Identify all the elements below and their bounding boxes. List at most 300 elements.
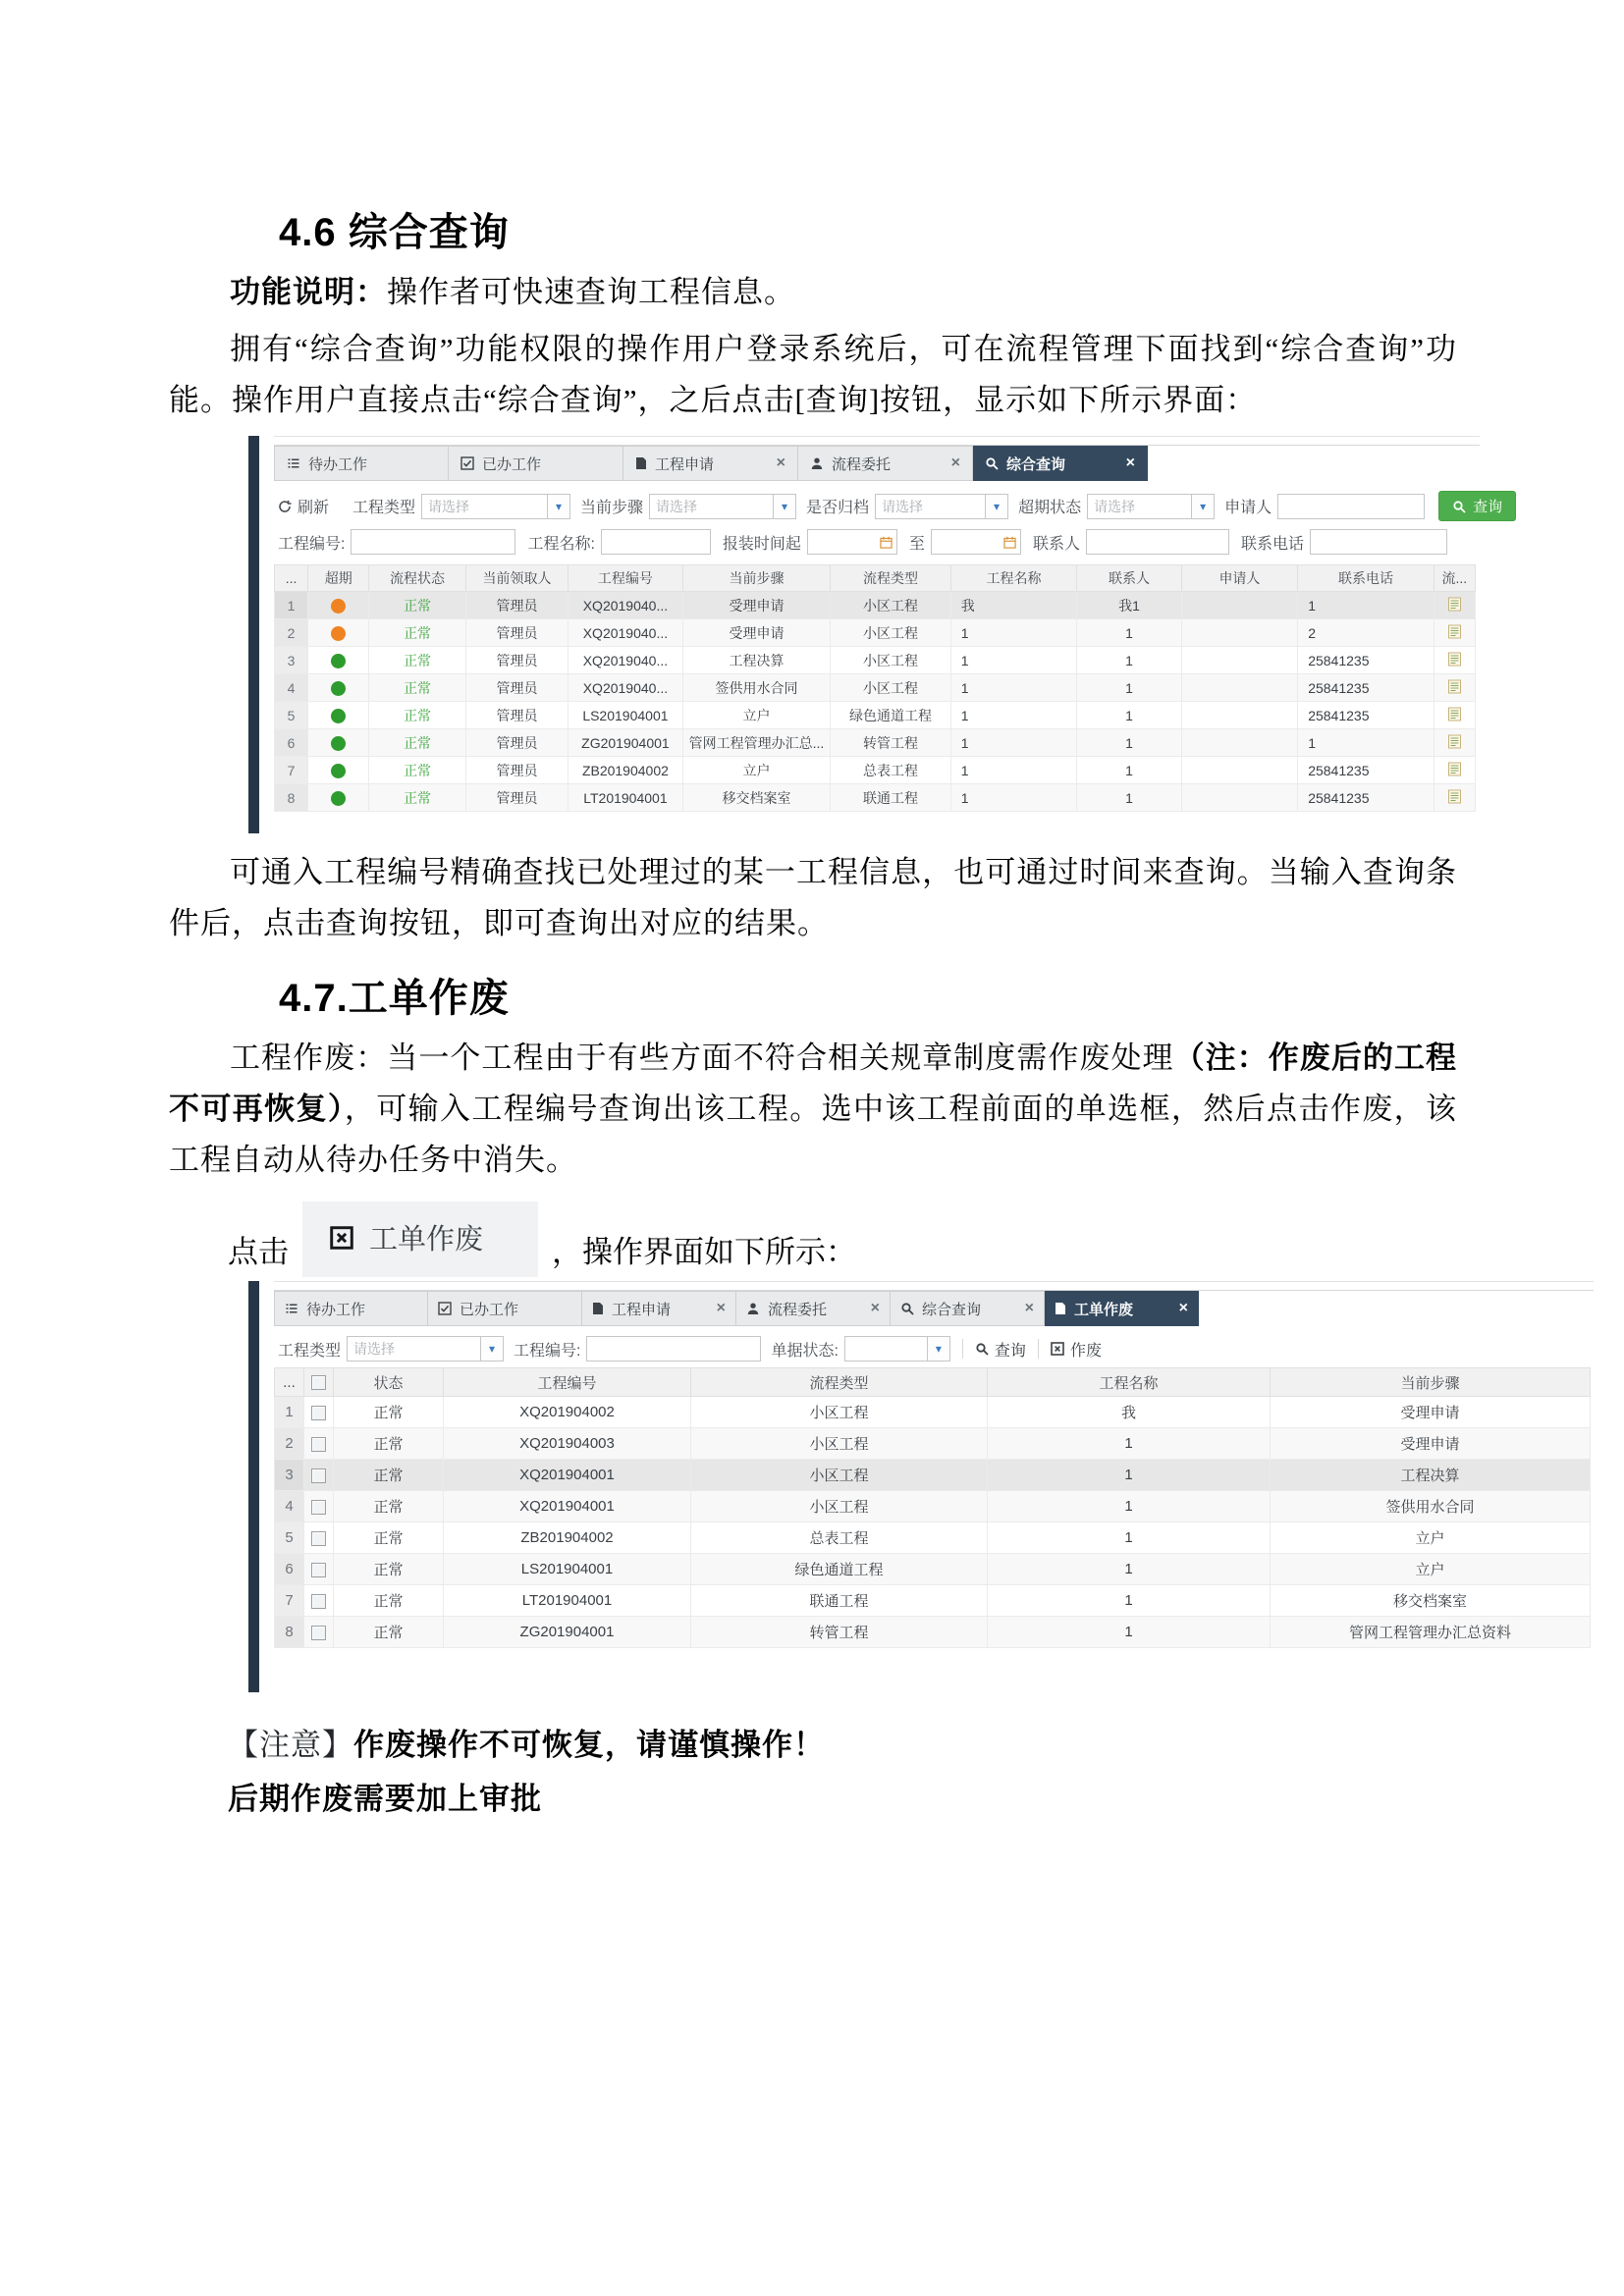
close-icon[interactable]: × xyxy=(776,454,785,471)
form-icon xyxy=(1447,734,1462,749)
status-dot xyxy=(331,654,346,668)
status-dot xyxy=(331,626,346,641)
flow-type-cell: 绿色通道工程 xyxy=(831,702,951,729)
contact-cell: 1 xyxy=(1077,729,1181,757)
overdue-status-select[interactable] xyxy=(1087,494,1215,519)
row-number: 5 xyxy=(275,1522,304,1554)
current-step-cell: 工程决算 xyxy=(682,647,831,674)
tab-0[interactable] xyxy=(274,1291,428,1326)
flow-type-cell: 转管工程 xyxy=(691,1617,988,1648)
click-prefix: 点击 xyxy=(228,1235,289,1269)
void-description-text-2: ，可输入工程编号查询出该工程。选中该工程前面的单选框，然后点击作废，该工程自动从待办任务中消失。 xyxy=(169,1092,1457,1177)
filter-group xyxy=(278,529,515,555)
receiver-cell: 管理员 xyxy=(465,619,568,647)
form-icon xyxy=(1447,762,1462,776)
checkbox-cell xyxy=(304,1554,334,1585)
doc-status-select[interactable] xyxy=(844,1336,950,1362)
table-row[interactable] xyxy=(275,1617,1591,1648)
current-step-cell: 立户 xyxy=(1271,1522,1591,1554)
chevron-down-icon: ▾ xyxy=(480,1337,503,1361)
column-header[interactable]: 当前领取人 xyxy=(465,565,568,592)
table-row[interactable] xyxy=(275,647,1476,674)
checkbox-cell xyxy=(304,1491,334,1522)
row-number: 4 xyxy=(275,674,308,702)
x-square-icon xyxy=(330,1226,353,1250)
filter-label: 是否归档 xyxy=(806,500,870,516)
form-icon xyxy=(1447,789,1462,804)
status-cell: 正常 xyxy=(334,1554,444,1585)
table-row[interactable] xyxy=(275,1397,1591,1428)
select-placeholder: 请选择 xyxy=(656,498,698,514)
filter-label: 工程编号: xyxy=(514,1342,581,1360)
file-icon xyxy=(592,1302,604,1315)
flow-doc-cell[interactable] xyxy=(1434,674,1475,702)
column-header[interactable]: 联系人 xyxy=(1077,565,1181,592)
row-number: 1 xyxy=(275,1397,304,1428)
tab-0[interactable] xyxy=(274,446,449,481)
filter-group xyxy=(278,1336,504,1362)
project-type-select[interactable] xyxy=(347,1336,504,1362)
row-number: 7 xyxy=(275,757,308,784)
table-row[interactable] xyxy=(275,1428,1591,1460)
column-header[interactable]: 超期 xyxy=(308,565,369,592)
row-checkbox[interactable] xyxy=(311,1563,326,1577)
search-button[interactable] xyxy=(975,1338,1026,1361)
current-step-cell: 受理申请 xyxy=(1271,1428,1591,1460)
x-square-small-icon xyxy=(1051,1342,1064,1356)
column-header[interactable]: 流程类型 xyxy=(831,565,951,592)
table-row[interactable] xyxy=(275,757,1476,784)
flow-type-cell: 小区工程 xyxy=(691,1491,988,1522)
search-button[interactable] xyxy=(1438,491,1516,521)
flow-type-cell: 小区工程 xyxy=(831,619,951,647)
column-header[interactable]: ... xyxy=(275,565,308,592)
project-code-cell: ZB201904002 xyxy=(568,757,682,784)
project-name-input[interactable] xyxy=(601,529,711,555)
check-square-icon xyxy=(438,1302,452,1315)
current-step-cell: 管网工程管理办汇总资料 xyxy=(1271,1617,1591,1648)
column-header[interactable]: 联系电话 xyxy=(1298,565,1435,592)
chevron-down-icon: ▾ xyxy=(985,495,1007,518)
file-icon xyxy=(635,456,647,470)
filter-group xyxy=(1033,529,1229,555)
phone-cell: 1 xyxy=(1298,729,1435,757)
tab-label: 工程申请 xyxy=(612,1301,672,1318)
row-number: 6 xyxy=(275,729,308,757)
install-date-from-input[interactable] xyxy=(807,529,897,555)
column-header[interactable]: 工程编号 xyxy=(568,565,682,592)
checkbox-cell xyxy=(304,1460,334,1491)
divider xyxy=(1038,1339,1039,1359)
select-all-header[interactable] xyxy=(304,1368,334,1397)
flow-status-cell: 正常 xyxy=(369,757,465,784)
void-description-text: 工程作废：当一个工程由于有些方面不符合相关规章制度需作废处理 xyxy=(230,1041,1174,1075)
project-type-select[interactable] xyxy=(421,494,570,519)
project-code-cell: ZG201904001 xyxy=(568,729,682,757)
filter-group xyxy=(1018,494,1215,519)
project-name-cell: 1 xyxy=(988,1554,1271,1585)
row-number: 5 xyxy=(275,702,308,729)
applicant-input[interactable] xyxy=(1277,494,1425,519)
table-row[interactable] xyxy=(275,729,1476,757)
column-header[interactable]: 流... xyxy=(1434,565,1475,592)
refresh-label: 刷新 xyxy=(298,500,330,516)
tab-label: 流程委托 xyxy=(832,455,892,473)
search-icon xyxy=(985,456,999,470)
status-cell: 正常 xyxy=(334,1585,444,1617)
table-row[interactable] xyxy=(275,1460,1591,1491)
column-header[interactable]: 状态 xyxy=(334,1368,444,1397)
phone-cell: 25841235 xyxy=(1298,674,1435,702)
project-code-cell: XQ2019040... xyxy=(568,674,682,702)
applicant-cell xyxy=(1181,729,1297,757)
overdue-dot-cell xyxy=(308,757,369,784)
row-checkbox[interactable] xyxy=(311,1437,326,1452)
refresh-button[interactable] xyxy=(278,495,329,517)
column-header[interactable]: 当前步骤 xyxy=(682,565,831,592)
checkbox-cell xyxy=(304,1428,334,1460)
filter-group xyxy=(909,529,1021,555)
current-step-select[interactable] xyxy=(649,494,796,519)
tab-4[interactable] xyxy=(973,446,1148,481)
warning-note-1 xyxy=(228,1718,1457,1772)
project-name-cell: 1 xyxy=(988,1522,1271,1554)
note-tag: 【注意】 xyxy=(228,1728,353,1762)
table-row[interactable] xyxy=(275,1554,1591,1585)
form-icon xyxy=(1447,597,1462,612)
tab-label: 已办工作 xyxy=(460,1301,519,1318)
flow-status-cell: 正常 xyxy=(369,729,465,757)
chevron-down-icon: ▾ xyxy=(1191,495,1214,518)
overdue-dot-cell xyxy=(308,674,369,702)
overdue-dot-cell xyxy=(308,784,369,812)
project-code-cell: XQ2019040... xyxy=(568,592,682,619)
tab-1[interactable] xyxy=(449,446,623,481)
tab-1[interactable] xyxy=(428,1291,582,1326)
applicant-label: 申请人 xyxy=(1224,500,1272,516)
filter-group xyxy=(1241,529,1447,555)
status-cell: 正常 xyxy=(334,1522,444,1554)
receiver-cell: 管理员 xyxy=(465,757,568,784)
current-step-cell: 立户 xyxy=(682,702,831,729)
tab-5[interactable] xyxy=(1045,1291,1199,1326)
filter-toolbar xyxy=(274,481,1503,525)
function-description-text: 操作者可快速查询工程信息。 xyxy=(387,275,795,309)
flow-type-cell: 小区工程 xyxy=(691,1460,988,1491)
void-order-button-label: 工单作废 xyxy=(369,1224,484,1255)
list-icon xyxy=(287,456,300,470)
overdue-dot-cell xyxy=(308,619,369,647)
section-4-6-paragraph: 拥有“综合查询”功能权限的操作用户登录系统后，可在流程管理下面找到“综合查询”功能。操作用户直接点击“综合查询”，之后点击[查询]按钮，显示如下所示界面： xyxy=(169,332,1457,417)
form-icon xyxy=(1447,624,1462,639)
select-placeholder: 请选择 xyxy=(882,498,924,514)
project-code-cell: LS201904001 xyxy=(444,1554,691,1585)
row-number: 8 xyxy=(275,1617,304,1648)
filter-toolbar xyxy=(274,1326,1594,1365)
flow-doc-cell[interactable] xyxy=(1434,729,1475,757)
column-header[interactable]: 工程名称 xyxy=(950,565,1077,592)
tab-label: 工程申请 xyxy=(655,455,715,473)
form-icon xyxy=(1447,707,1462,721)
status-dot xyxy=(331,791,346,806)
tab-3[interactable] xyxy=(798,446,973,481)
flow-status-cell: 正常 xyxy=(369,647,465,674)
flow-type-cell: 小区工程 xyxy=(831,674,951,702)
row-checkbox[interactable] xyxy=(311,1500,326,1515)
row-checkbox[interactable] xyxy=(311,1406,326,1420)
row-number: 7 xyxy=(275,1585,304,1617)
status-dot xyxy=(331,599,346,614)
flow-doc-cell[interactable] xyxy=(1434,784,1475,812)
flow-status-cell: 正常 xyxy=(369,619,465,647)
filter-label: 联系人 xyxy=(1032,535,1080,553)
row-number: 6 xyxy=(275,1554,304,1585)
function-description-label: 功能说明： xyxy=(230,275,387,309)
sidebar-edge xyxy=(248,436,259,833)
flow-status-cell: 正常 xyxy=(369,702,465,729)
person-icon xyxy=(810,456,824,470)
overdue-dot-cell xyxy=(308,702,369,729)
contact-cell: 我1 xyxy=(1077,592,1181,619)
filter-label: 至 xyxy=(908,535,925,553)
project-name-cell: 1 xyxy=(988,1585,1271,1617)
chevron-down-icon: ▾ xyxy=(927,1337,949,1361)
phone-cell: 25841235 xyxy=(1298,702,1435,729)
checkbox-cell xyxy=(304,1397,334,1428)
status-dot xyxy=(331,764,346,778)
filter-group xyxy=(723,529,897,555)
project-name-cell: 1 xyxy=(988,1491,1271,1522)
tab-3[interactable] xyxy=(736,1291,891,1326)
project-name-cell: 1 xyxy=(988,1617,1271,1648)
form-icon xyxy=(1447,679,1462,694)
status-cell: 正常 xyxy=(334,1428,444,1460)
applicant-cell xyxy=(1181,592,1297,619)
flow-type-cell: 小区工程 xyxy=(691,1397,988,1428)
flow-doc-cell[interactable] xyxy=(1434,592,1475,619)
status-dot xyxy=(331,736,346,751)
receiver-cell: 管理员 xyxy=(465,647,568,674)
table-row[interactable] xyxy=(275,1491,1591,1522)
table-row[interactable] xyxy=(275,619,1476,647)
filter-label: 当前步骤 xyxy=(580,500,644,516)
tab-2[interactable] xyxy=(582,1291,736,1326)
tab-label: 工单作废 xyxy=(1074,1301,1134,1318)
select-placeholder: 请选择 xyxy=(353,1341,396,1357)
section-4-7-heading: 4.7.工单作废 xyxy=(279,977,510,1020)
section-4-6-heading: 4.6 综合查询 xyxy=(279,211,510,254)
form-icon xyxy=(1447,652,1462,667)
status-cell: 正常 xyxy=(334,1491,444,1522)
project-code-cell: XQ2019040... xyxy=(568,619,682,647)
flow-type-cell: 小区工程 xyxy=(691,1428,988,1460)
query-results-table xyxy=(274,564,1476,812)
function-description-paragraph xyxy=(169,267,1457,318)
close-icon[interactable]: × xyxy=(870,1300,880,1316)
project-name-cell: 我 xyxy=(988,1397,1271,1428)
search-label: 查询 xyxy=(994,1342,1026,1360)
phone-cell: 1 xyxy=(1298,592,1435,619)
flow-type-cell: 绿色通道工程 xyxy=(691,1554,988,1585)
section-4-7-paragraph xyxy=(169,1033,1457,1186)
current-step-cell: 受理申请 xyxy=(682,619,831,647)
column-header[interactable]: ... xyxy=(275,1368,304,1397)
checkbox-cell xyxy=(304,1522,334,1554)
current-step-cell: 签供用水合同 xyxy=(1271,1491,1591,1522)
filter-label: 单据状态: xyxy=(771,1342,839,1360)
filter-label: 工程类型 xyxy=(278,1342,342,1360)
select-placeholder: 请选择 xyxy=(1094,498,1136,514)
flow-doc-cell[interactable] xyxy=(1434,647,1475,674)
project-code-cell: XQ201904003 xyxy=(444,1428,691,1460)
project-name-cell: 1 xyxy=(988,1460,1271,1491)
query-screenshot xyxy=(248,436,1503,833)
phone-cell: 25841235 xyxy=(1298,647,1435,674)
void-order-button[interactable] xyxy=(302,1201,538,1277)
project-name-cell: 1 xyxy=(950,757,1077,784)
overdue-dot-cell xyxy=(308,729,369,757)
filter-group xyxy=(1224,494,1425,519)
flow-doc-cell[interactable] xyxy=(1434,619,1475,647)
notes-block xyxy=(169,1718,1457,1826)
list-icon xyxy=(285,1302,298,1315)
refresh-icon xyxy=(278,500,292,513)
filter-group xyxy=(527,529,710,555)
project-code-input[interactable] xyxy=(351,529,515,555)
flow-type-cell: 联通工程 xyxy=(831,784,951,812)
table-row[interactable] xyxy=(275,1585,1591,1617)
table-row[interactable] xyxy=(275,592,1476,619)
close-icon[interactable]: × xyxy=(716,1300,726,1316)
project-code-cell: XQ201904001 xyxy=(444,1491,691,1522)
flow-doc-cell[interactable] xyxy=(1434,702,1475,729)
flow-type-cell: 转管工程 xyxy=(831,729,951,757)
filter-group xyxy=(352,494,570,519)
search-icon xyxy=(900,1302,914,1315)
contact-input[interactable] xyxy=(1086,529,1229,555)
tab-label: 已办工作 xyxy=(482,455,542,473)
install-date-to-input[interactable] xyxy=(931,529,1021,555)
receiver-cell: 管理员 xyxy=(465,592,568,619)
void-warning-bold: （注：作废后的工程不可再恢复） xyxy=(169,1041,1457,1126)
project-name-cell: 1 xyxy=(950,784,1077,812)
search-icon xyxy=(975,1342,989,1356)
sidebar-edge xyxy=(248,1281,259,1692)
filter-group xyxy=(806,494,1008,519)
column-header[interactable]: 流程状态 xyxy=(369,565,465,592)
filter-label: 报装时间起 xyxy=(722,535,801,553)
row-checkbox[interactable] xyxy=(311,1468,326,1483)
current-step-cell: 管网工程管理办汇总... xyxy=(682,729,831,757)
status-dot xyxy=(331,709,346,723)
project-name-cell: 1 xyxy=(950,702,1077,729)
close-icon[interactable]: × xyxy=(1178,1300,1188,1316)
overdue-dot-cell xyxy=(308,592,369,619)
project-code-cell: XQ2019040... xyxy=(568,647,682,674)
applicant-cell xyxy=(1181,757,1297,784)
receiver-cell: 管理员 xyxy=(465,702,568,729)
void-button[interactable] xyxy=(1051,1338,1102,1361)
void-label: 作废 xyxy=(1069,1342,1102,1360)
current-step-cell: 移交档案室 xyxy=(1271,1585,1591,1617)
row-checkbox[interactable] xyxy=(311,1594,326,1609)
current-step-cell: 受理申请 xyxy=(682,592,831,619)
tab-4[interactable] xyxy=(891,1291,1045,1326)
flow-doc-cell[interactable] xyxy=(1434,757,1475,784)
close-icon[interactable]: × xyxy=(1024,1300,1034,1316)
checkbox-cell xyxy=(304,1585,334,1617)
tab-label: 流程委托 xyxy=(768,1301,828,1318)
warning-note-2: 后期作废需要加上审批 xyxy=(228,1782,542,1816)
column-header[interactable]: 申请人 xyxy=(1181,565,1297,592)
table-row[interactable] xyxy=(275,674,1476,702)
row-number: 3 xyxy=(275,647,308,674)
project-code-cell: ZG201904001 xyxy=(444,1617,691,1648)
row-checkbox[interactable] xyxy=(311,1531,326,1546)
tab-2[interactable] xyxy=(623,446,798,481)
column-header[interactable]: 当前步骤 xyxy=(1271,1368,1591,1397)
column-header[interactable]: 工程编号 xyxy=(444,1368,691,1397)
project-code-cell: XQ201904001 xyxy=(444,1460,691,1491)
search-button-label: 查询 xyxy=(1473,499,1503,515)
current-step-cell: 受理申请 xyxy=(1271,1397,1591,1428)
column-header[interactable]: 工程名称 xyxy=(988,1368,1271,1397)
close-icon[interactable]: × xyxy=(1125,454,1135,471)
filter-label: 工程类型 xyxy=(352,500,416,516)
row-number: 2 xyxy=(275,619,308,647)
row-checkbox[interactable] xyxy=(311,1626,326,1640)
table-row[interactable] xyxy=(275,702,1476,729)
current-step-cell: 签供用水合同 xyxy=(682,674,831,702)
close-icon[interactable]: × xyxy=(950,454,960,471)
project-code-input[interactable] xyxy=(586,1336,761,1362)
current-step-cell: 立户 xyxy=(682,757,831,784)
filter-label: 超期状态 xyxy=(1018,500,1082,516)
applicant-cell xyxy=(1181,702,1297,729)
project-code-cell: LT201904001 xyxy=(444,1585,691,1617)
checkbox-cell xyxy=(304,1617,334,1648)
flow-type-cell: 总表工程 xyxy=(831,757,951,784)
tab-bar xyxy=(274,445,1480,481)
status-cell: 正常 xyxy=(334,1460,444,1491)
filter-label: 联系电话 xyxy=(1240,535,1304,553)
checkbox-icon[interactable] xyxy=(311,1375,326,1390)
flow-type-cell: 小区工程 xyxy=(831,592,951,619)
project-name-cell: 1 xyxy=(988,1428,1271,1460)
project-name-cell: 1 xyxy=(950,674,1077,702)
table-row[interactable] xyxy=(275,1522,1591,1554)
column-header[interactable]: 流程类型 xyxy=(691,1368,988,1397)
filter-label: 工程名称: xyxy=(527,535,595,553)
table-row[interactable] xyxy=(275,784,1476,812)
receiver-cell: 管理员 xyxy=(465,729,568,757)
void-results-table xyxy=(274,1367,1591,1648)
contact-cell: 1 xyxy=(1077,674,1181,702)
person-icon xyxy=(746,1302,760,1315)
archive-status-select[interactable] xyxy=(875,494,1008,519)
flow-type-cell: 联通工程 xyxy=(691,1585,988,1617)
filter-group xyxy=(771,1336,949,1362)
current-step-cell: 立户 xyxy=(1271,1554,1591,1585)
project-name-cell: 1 xyxy=(950,619,1077,647)
tab-label: 待办工作 xyxy=(306,1301,366,1318)
contact-phone-input[interactable] xyxy=(1310,529,1447,555)
overdue-dot-cell xyxy=(308,647,369,674)
current-step-cell: 工程决算 xyxy=(1271,1460,1591,1491)
tab-label: 综合查询 xyxy=(922,1301,982,1318)
applicant-cell xyxy=(1181,674,1297,702)
click-instruction-line xyxy=(228,1196,1457,1271)
